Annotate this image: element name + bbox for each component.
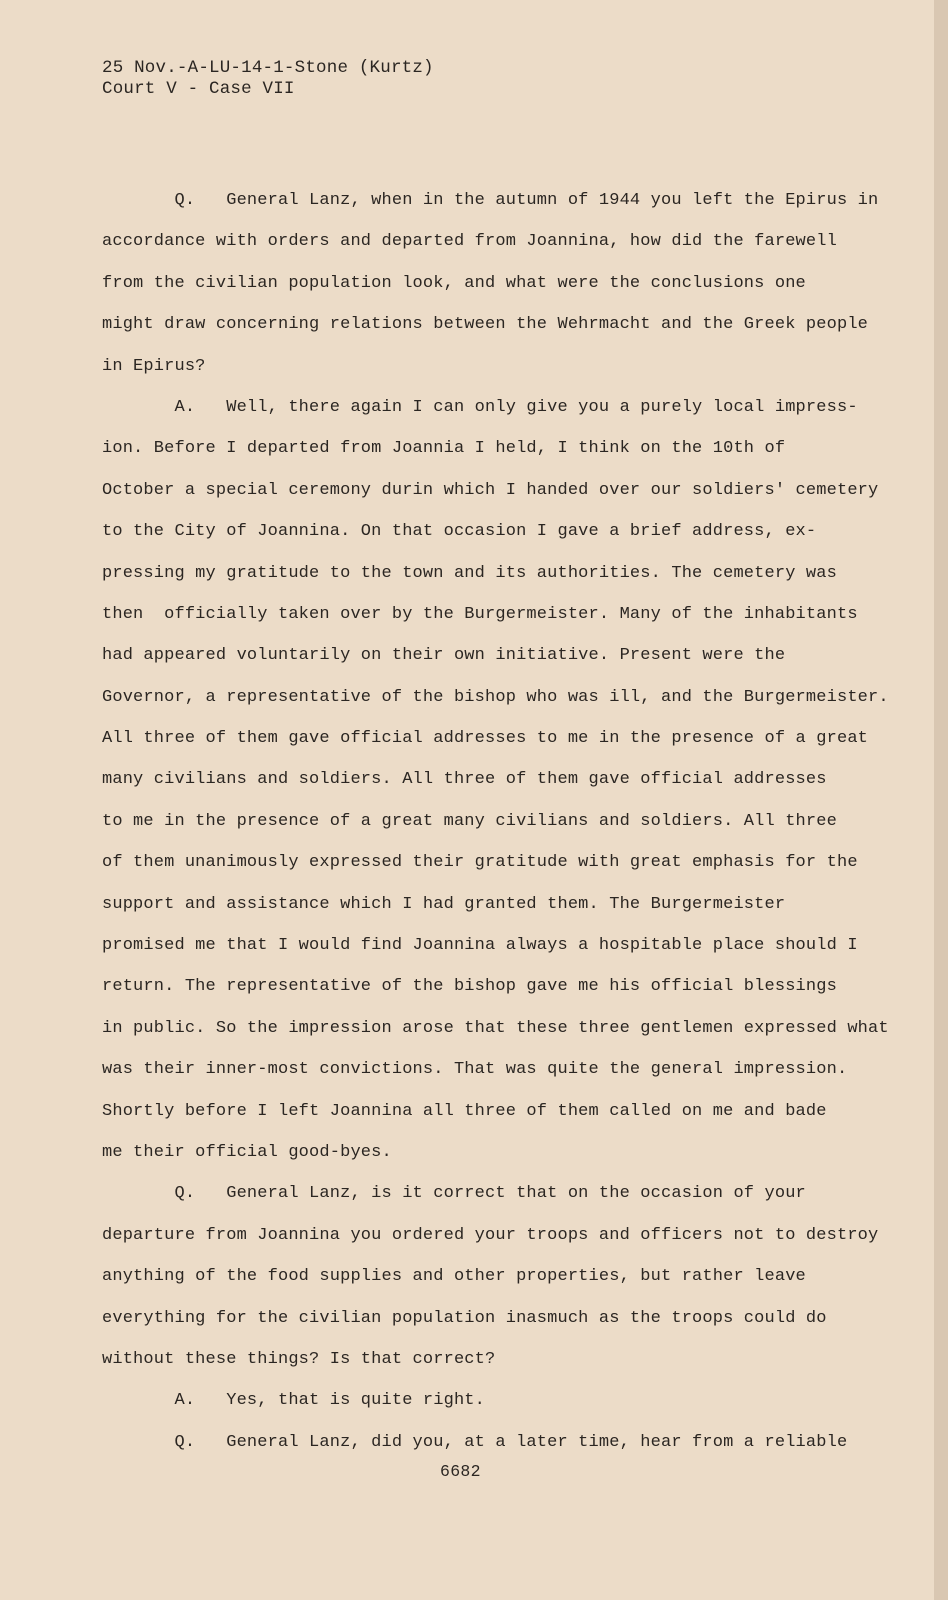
transcript-line: October a special ceremony durin which I handed over our soldiers' cemetery [102,480,879,500]
transcript-line: in Epirus? [102,356,206,376]
transcript-line: promised me that I would find Joannina always a hospitable place should I [102,936,858,956]
transcript-line: had appeared voluntarily on their own initiative. Present were the [102,646,786,666]
transcript-body [102,180,902,1463]
transcript-line: me their official good-byes. [102,1142,392,1162]
transcript-line: return. The representative of the bishop gave me his official blessings [102,977,837,997]
transcript-line: Q. General Lanz, did you, at a later time, hear from a reliable [102,1432,848,1452]
transcript-line: departure from Joannina you ordered your troops and officers not to destroy [102,1225,879,1245]
transcript-line: without these things? Is that correct? [102,1349,496,1369]
transcript-line: anything of the food supplies and other properties, but rather leave [102,1267,806,1287]
transcript-line: Shortly before I left Joannina all three of them called on me and bade [102,1101,827,1121]
transcript-line: All three of them gave official addresses to me in the presence of a great [102,729,869,749]
transcript-line: ion. Before I departed from Joannia I held, I think on the 10th of [102,439,786,459]
transcript-line: Q. General Lanz, when in the autumn of 1944 you left the Epirus in [102,191,879,210]
transcript-line: to me in the presence of a great many civilians and soldiers. All three [102,811,837,831]
document-header [102,58,434,100]
transcript-line: of them unanimously expressed their gratitude with great emphasis for the [102,853,858,873]
transcript-line: might draw concerning relations between the Wehrmacht and the Greek people [102,315,869,335]
transcript-line: Governor, a representative of the bishop who was ill, and the Burgermeister. [102,687,889,707]
transcript-line: Q. General Lanz, is it correct that on the occasion of your [102,1184,806,1204]
transcript-line: support and assistance which I had granted them. The Burgermeister [102,894,786,914]
transcript-line: accordance with orders and departed from Joannina, how did the farewell [102,232,837,252]
transcript-line: was their inner-most convictions. That was quite the general impression. [102,1060,848,1080]
page-number: 6682 [440,1462,481,1481]
page-edge-right [934,0,948,1600]
header-reference: 25 Nov.-A-LU-14-1-Stone (Kurtz) [102,58,434,78]
header-court-case: Court V - Case VII [102,79,295,99]
transcript-line: A. Well, there again I can only give you a purely local impress- [102,397,858,417]
transcript-line: pressing my gratitude to the town and its authorities. The cemetery was [102,563,837,583]
transcript-line: many civilians and soldiers. All three of them gave official addresses [102,770,827,790]
transcript-line: A. Yes, that is quite right. [102,1391,486,1411]
transcript-line: everything for the civilian population inasmuch as the troops could do [102,1308,827,1328]
transcript-line: then officially taken over by the Burgermeister. Many of the inhabitants [102,604,858,624]
transcript-line: in public. So the impression arose that these three gentlemen expressed what [102,1018,889,1038]
transcript-line: to the City of Joannina. On that occasion I gave a brief address, ex- [102,522,817,542]
transcript-line: from the civilian population look, and what were the conclusions one [102,273,806,293]
